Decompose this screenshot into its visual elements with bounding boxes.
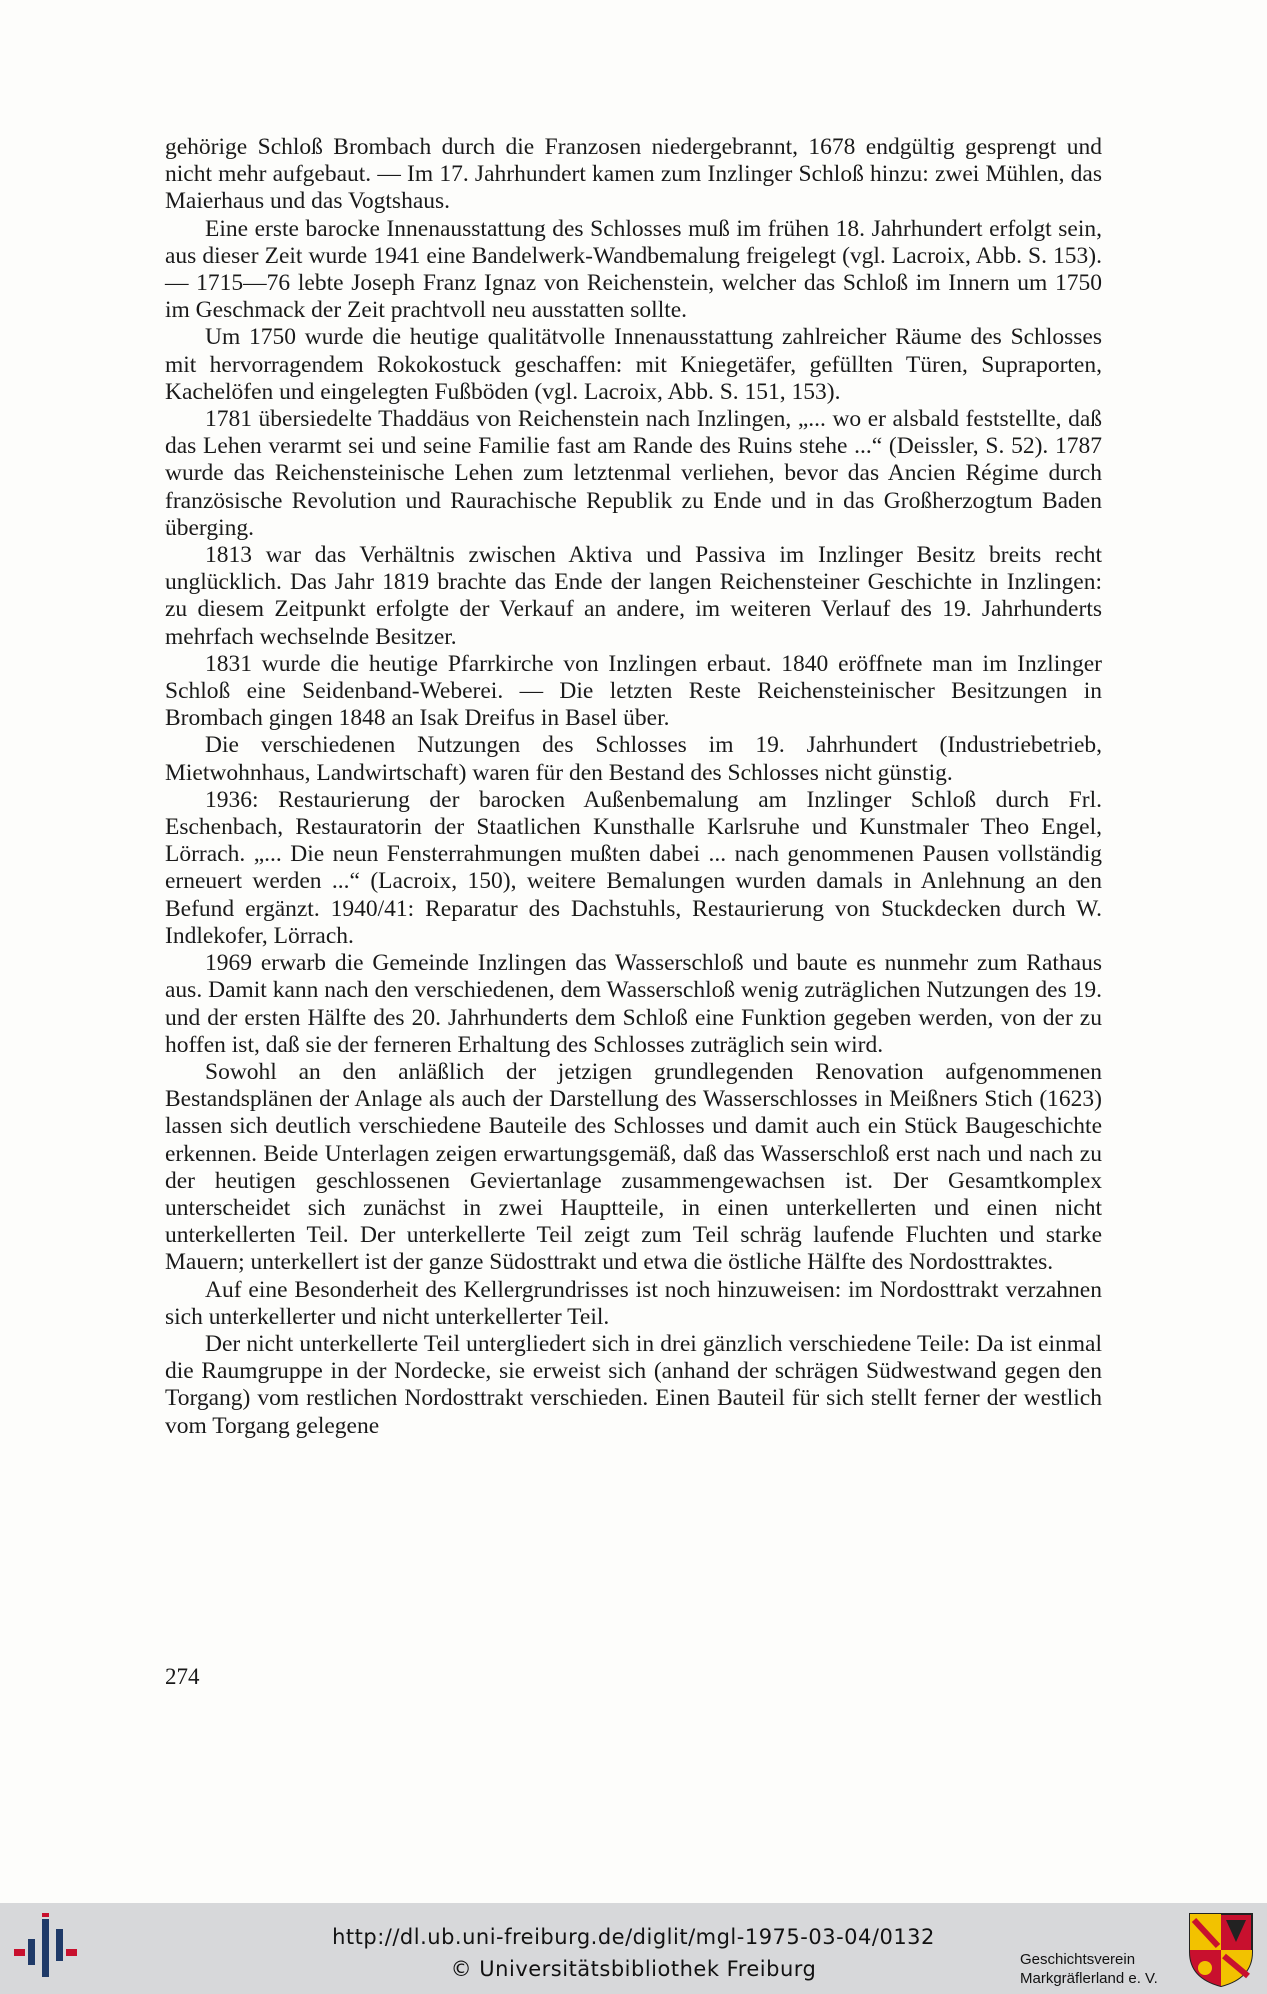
page-number: 274	[165, 1664, 200, 1689]
paragraph: gehörige Schloß Brombach durch die Franzosen niedergebrannt, 1678 endgültig gesprengt und nicht mehr aufgebaut. — Im 17. Jahrhundert kamen zum Inzlinger Schloß hinzu: zwei Mühlen, das Maierhaus und das Vogtshaus.	[165, 134, 1102, 215]
paragraph: Eine erste barocke Innenausstattung des Schlosses muß im frühen 18. Jahrhundert erfolgt sein, aus dieser Zeit wurde 1941 eine Bandelwerk-Wandbemalung freigelegt (vgl. Lacroix, Abb. S. 153). — 1715—76 lebte Joseph Franz Ignaz von Reichenstein, welcher das Schloß im Innern um 1750 im Geschmack der Zeit prachtvoll neu ausstatten sollte.	[165, 215, 1102, 324]
paragraph: Sowohl an den anläßlich der jetzigen grundlegenden Renovation aufgenommenen Bestandsplänen der Anlage als auch der Darstellung des Wasserschlosses in Meißners Stich (1623) lassen sich deutlich verschiedene Bauteile des Schlosses und damit auch ein Stück Baugeschichte erkennen. Beide Unterlagen zeigen erwartungsgemäß, daß das Wasserschloß erst nach und nach zu der heutigen geschlossenen Geviertanlage zusammengewachsen ist. Der Gesamtkomplex unterscheidet sich zunächst in zwei Hauptteile, in einen unterkellerten und einen nicht unterkellerten Teil. Der unterkellerte Teil zeigt zum Teil schräg laufende Fluchten und starke Mauern; unterkellert ist der ganze Südosttrakt und etwa die östliche Hälfte des Nordosttraktes.	[165, 1058, 1102, 1276]
society-line-1: Geschichtsverein	[1020, 1951, 1136, 1968]
body-text	[165, 134, 1102, 1440]
paragraph: 1969 erwarb die Gemeinde Inzlingen das Wasserschloß und baute es nunmehr zum Rathaus aus. Damit kann nach den verschiedenen, dem Wasserschloß wenig zuträglichen Nutzungen des 19. und der ersten Hälfte des 20. Jahrhunderts dem Schloß eine Funktion gegeben werden, von der zu hoffen ist, daß sie der ferneren Erhaltung des Schlosses zuträglich sein wird.	[165, 950, 1102, 1058]
footer-bar	[0, 1903, 1267, 1994]
paragraph: 1781 übersiedelte Thaddäus von Reichenstein nach Inzlingen, „... wo er alsbald feststellte, daß das Lehen verarmt sei und seine Familie fast am Rande des Ruins stehe ...“ (Deissler, S. 52). 1787 wurde das Reichensteinische Lehen zum letztenmal verliehen, bevor das Ancien Régime durch französische Revolution und Raurachische Republik zu Ende und in das Großherzogtum Baden überging.	[165, 406, 1102, 541]
paragraph: 1936: Restaurierung der barocken Außenbemalung am Inzlinger Schloß durch Frl. Eschenbach, Restauratorin der Staatlichen Kunsthalle Karlsruhe und Kunstmaler Theo Engel, Lörrach. „... Die neun Fensterrahmungen mußten dabei ... nach genommenen Pausen vollständig erneuert werden ...“ (Lacroix, 150), weitere Bemalungen wurden damals in Anlehnung an den Befund ergänzt. 1940/41: Reparatur des Dachstuhls, Restaurierung von Stuckdecken durch W. Indlekofer, Lörrach.	[165, 786, 1102, 949]
paragraph: Auf eine Besonderheit des Kellergrundrisses ist noch hinzuweisen: im Nordosttrakt verzahnen sich unterkellerter und nicht unterkellerter Teil.	[165, 1276, 1102, 1330]
paragraph: Um 1750 wurde die heutige qualitätvolle Innenausstattung zahlreicher Räume des Schlosses mit hervorragendem Rokokostuck geschaffen: mit Kniegetäfer, gefüllten Türen, Supraporten, Kachelöfen und eingelegten Fußböden (vgl. Lacroix, Abb. S. 151, 153).	[165, 324, 1102, 405]
society-name	[1020, 1950, 1158, 1988]
url-text[interactable]: http://dl.ub.uni-freiburg.de/diglit/mgl-1975-03-04/0132	[332, 1925, 935, 1949]
paragraph: 1813 war das Verhältnis zwischen Aktiva und Passiva im Inzlinger Besitz breits recht unglücklich. Das Jahr 1819 brachte das Ende der langen Reichensteiner Geschichte in Inzlingen: zu diesem Zeitpunkt erfolgte der Verkauf an andere, im weiteren Verlauf des 19. Jahrhunderts mehrfach wechselnde Besitzer.	[165, 542, 1102, 650]
document-url-link[interactable]	[0, 1925, 1267, 1949]
paragraph: Die verschiedenen Nutzungen des Schlosses im 19. Jahrhundert (Industriebetrieb, Mietwohnhaus, Landwirtschaft) waren für den Bestand des Schlosses nicht günstig.	[165, 732, 1102, 786]
society-line-2: Markgräflerland e. V.	[1020, 1970, 1158, 1987]
coat-of-arms-icon	[1188, 1912, 1254, 1988]
copyright-text: © Universitätsbibliothek Freiburg	[450, 1957, 817, 1981]
paragraph: 1831 wurde die heutige Pfarrkirche von Inzlingen erbaut. 1840 eröffnete man im Inzlinger Schloß eine Seidenband-Weberei. — Die letzten Reste Reichensteinischer Besitzungen in Brombach gingen 1848 an Isak Dreifus in Basel über.	[165, 650, 1102, 732]
paragraph: Der nicht unterkellerte Teil untergliedert sich in drei gänzlich verschiedene Teile: Da ist einmal die Raumgruppe in der Nordecke, sie erweist sich (anhand der schrägen Südwestwand gegen den Torgang) vom restlichen Nordosttrakt verschieden. Einen Bauteil für sich stellt ferner der westlich vom Torgang gelegene	[165, 1330, 1102, 1439]
